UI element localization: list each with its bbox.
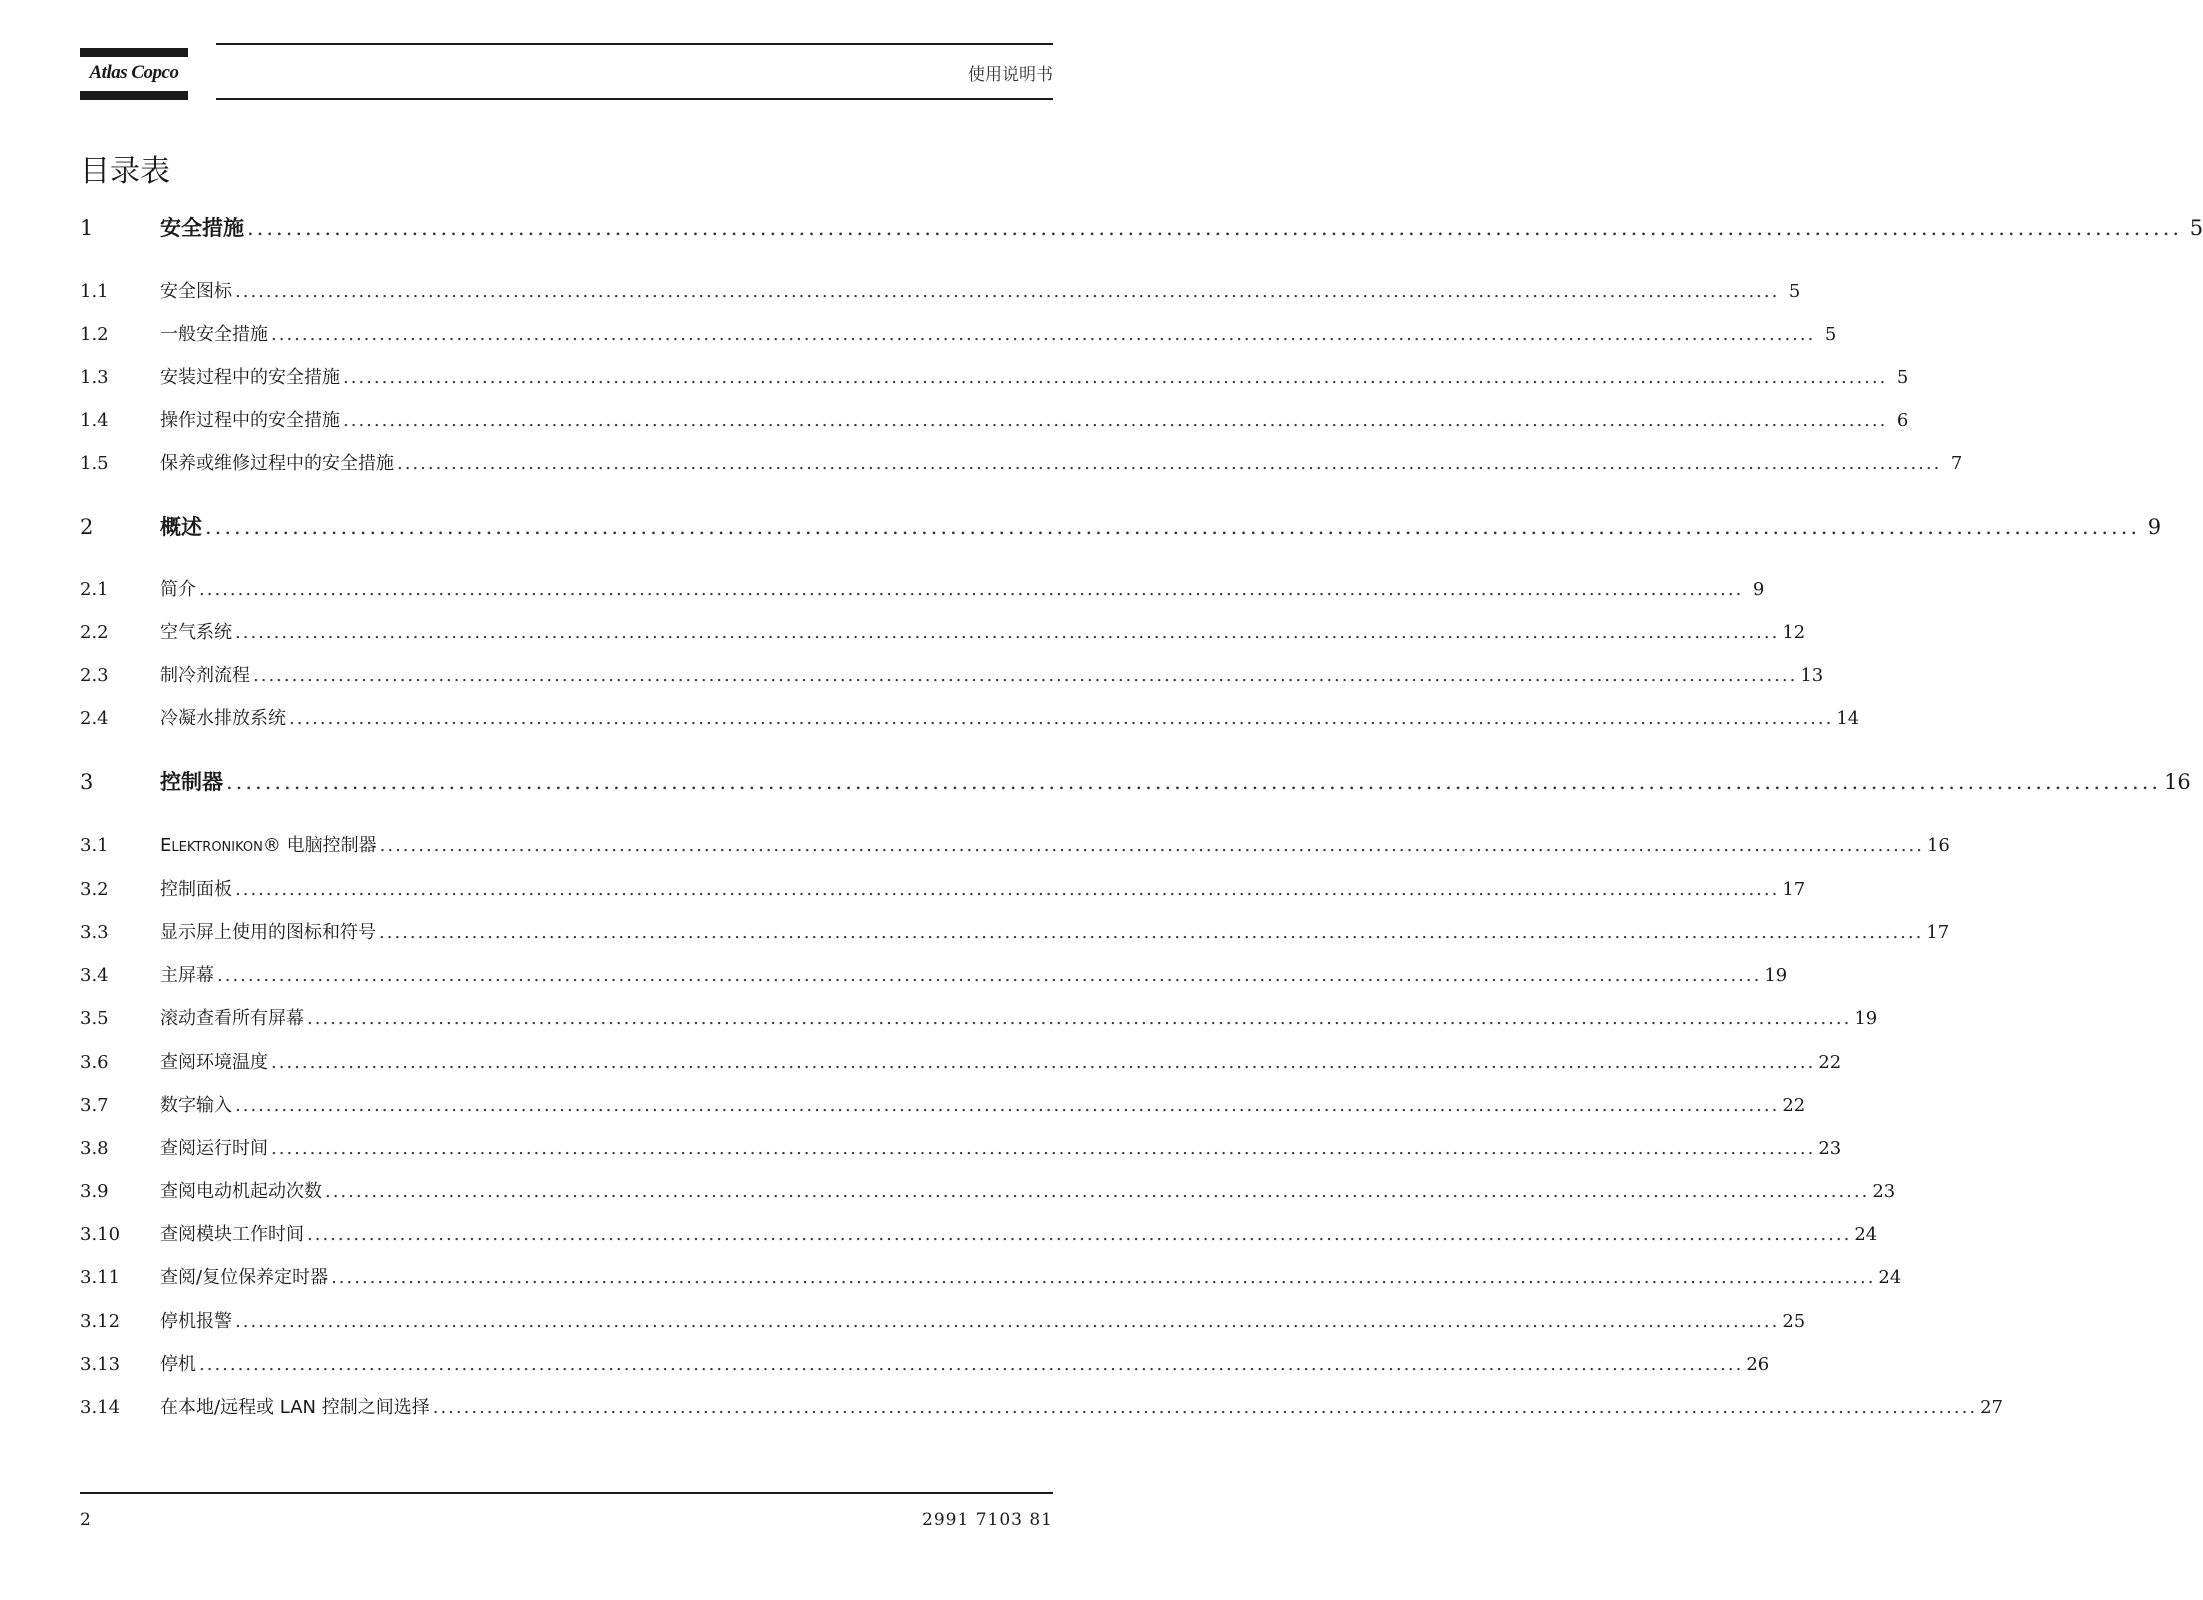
toc-dot-leader: ........................................................................................................................................................................................................ xyxy=(247,216,2183,240)
toc-section-row[interactable] xyxy=(80,1049,1842,1077)
toc-dot-leader: ........................................................................................................................................................................................................ xyxy=(235,622,1780,643)
toc-entry-number: 2.2 xyxy=(80,622,109,643)
toc-entry-page: 23 xyxy=(1818,1138,1842,1159)
page-title: 目录表 xyxy=(80,154,170,189)
toc-entry-title: 简介 xyxy=(160,579,196,600)
toc-entry-page: 27 xyxy=(1980,1397,2003,1418)
toc-entry-title: 查阅模块工作时间 xyxy=(160,1224,304,1245)
toc-entry-page: 7 xyxy=(1950,453,1963,474)
logo-wordmark: Atlas Copco xyxy=(89,62,179,83)
header-rule-top xyxy=(216,43,1053,45)
toc-entry-title: Elektronikon® 电脑控制器 xyxy=(160,835,377,856)
toc-entry-title: 一般安全措施 xyxy=(160,324,268,345)
toc-section-row[interactable] xyxy=(80,1135,1842,1163)
toc-entry-page: 12 xyxy=(1782,622,1806,643)
toc-dot-leader: ........................................................................................................................................................................................................ xyxy=(226,770,2162,794)
toc-section-row[interactable] xyxy=(80,576,1765,604)
toc-section-row[interactable] xyxy=(80,962,1788,990)
toc-entry-number: 3.5 xyxy=(80,1008,109,1029)
toc-entry-number: 3.8 xyxy=(80,1138,109,1159)
toc-dot-leader: ........................................................................................................................................................................................................ xyxy=(397,453,1942,474)
toc-entry-page: 5 xyxy=(1896,367,1909,388)
toc-entry-title: 保养或维修过程中的安全措施 xyxy=(160,453,394,474)
toc-dot-leader: ........................................................................................................................................................................................................ xyxy=(271,324,1816,345)
toc-dot-leader: ........................................................................................................................................................................................................ xyxy=(343,367,1888,388)
toc-entry-title: 停机 xyxy=(160,1354,196,1375)
toc-entry-number: 2 xyxy=(80,515,94,539)
toc-entry-title: 在本地/远程或 LAN 控制之间选择 xyxy=(160,1397,430,1418)
toc-entry-page: 9 xyxy=(1752,579,1765,600)
toc-section-row[interactable] xyxy=(80,1005,1878,1033)
toc-entry-title: 空气系统 xyxy=(160,622,232,643)
toc-entry-number: 3 xyxy=(80,770,94,794)
toc-section-row[interactable] xyxy=(80,1221,1878,1249)
toc-section-row[interactable] xyxy=(80,1178,1896,1206)
toc-chapter-row[interactable] xyxy=(80,768,2191,796)
toc-section-row[interactable] xyxy=(80,1351,1770,1379)
toc-dot-leader: ........................................................................................................................................................................................................ xyxy=(217,965,1762,986)
toc-entry-number: 1 xyxy=(80,216,94,240)
toc-entry-number: 2.4 xyxy=(80,708,109,729)
toc-dot-leader: ........................................................................................................................................................................................................ xyxy=(331,1267,1876,1288)
toc-entry-title: 主屏幕 xyxy=(160,965,214,986)
logo-bar-top xyxy=(80,48,188,57)
toc-entry-title: 制冷剂流程 xyxy=(160,665,250,686)
footer-page-number: 2 xyxy=(80,1510,91,1530)
toc-section-row[interactable] xyxy=(80,662,1824,690)
toc-entry-title: 控制器 xyxy=(160,770,223,794)
toc-dot-leader: ........................................................................................................................................................................................................ xyxy=(199,579,1744,600)
toc-dot-leader: ........................................................................................................................................................................................................ xyxy=(379,922,1924,943)
toc-entry-title: 查阅电动机起动次数 xyxy=(160,1181,322,1202)
toc-entry-title: 安全措施 xyxy=(160,216,244,240)
toc-entry-number: 2.1 xyxy=(80,579,109,600)
toc-entry-title: 数字输入 xyxy=(160,1095,232,1116)
toc-entry-title: 停机报警 xyxy=(160,1311,232,1332)
toc-section-row[interactable] xyxy=(80,364,1909,392)
toc-dot-leader: ........................................................................................................................................................................................................ xyxy=(253,665,1798,686)
toc-entry-number: 3.2 xyxy=(80,879,109,900)
toc-entry-number: 3.12 xyxy=(80,1311,121,1332)
toc-dot-leader: ........................................................................................................................................................................................................ xyxy=(235,879,1780,900)
toc-entry-number: 1.2 xyxy=(80,324,109,345)
toc-entry-title: 控制面板 xyxy=(160,879,232,900)
toc-entry-number: 1.3 xyxy=(80,367,109,388)
toc-entry-title: 操作过程中的安全措施 xyxy=(160,410,340,431)
toc-section-row[interactable] xyxy=(80,705,1860,733)
toc-entry-number: 1.5 xyxy=(80,453,109,474)
toc-entry-title: 安全图标 xyxy=(160,281,232,302)
header-rule-bottom xyxy=(216,98,1053,100)
toc-entry-number: 3.10 xyxy=(80,1224,121,1245)
toc-section-row[interactable] xyxy=(80,832,1950,860)
toc-entry-number: 3.6 xyxy=(80,1052,109,1073)
toc-dot-leader: ........................................................................................................................................................................................................ xyxy=(307,1008,1852,1029)
toc-entry-page: 5 xyxy=(2189,216,2203,240)
logo-bar-bottom xyxy=(80,91,188,100)
toc-entry-page: 16 xyxy=(1926,835,1950,856)
toc-dot-leader: ........................................................................................................................................................................................................ xyxy=(325,1181,1870,1202)
toc-section-row[interactable] xyxy=(80,450,1963,478)
toc-entry-page: 17 xyxy=(1926,922,1950,943)
toc-entry-page: 19 xyxy=(1854,1008,1878,1029)
toc-entry-title: 显示屏上使用的图标和符号 xyxy=(160,922,376,943)
toc-chapter-row[interactable] xyxy=(80,214,2203,242)
toc-dot-leader: ........................................................................................................................................................................................................ xyxy=(307,1224,1852,1245)
header-doc-type: 使用说明书 xyxy=(968,65,1053,85)
toc-entry-page: 9 xyxy=(2147,515,2162,539)
toc-entry-number: 3.4 xyxy=(80,965,109,986)
toc-section-row[interactable] xyxy=(80,1264,1902,1292)
toc-entry-page: 25 xyxy=(1782,1311,1806,1332)
footer-doc-number: 2991 7103 81 xyxy=(922,1510,1053,1530)
toc-entry-title: 概述 xyxy=(160,515,202,539)
toc-entry-page: 19 xyxy=(1764,965,1788,986)
toc-entry-number: 3.3 xyxy=(80,922,109,943)
toc-entry-page: 13 xyxy=(1800,665,1824,686)
toc-dot-leader: ........................................................................................................................................................................................................ xyxy=(271,1052,1816,1073)
toc-section-row[interactable] xyxy=(80,321,1837,349)
toc-entry-title: 查阅环境温度 xyxy=(160,1052,268,1073)
toc-entry-number: 3.11 xyxy=(80,1267,121,1288)
toc-entry-page: 5 xyxy=(1788,281,1801,302)
toc-entry-page: 22 xyxy=(1782,1095,1806,1116)
toc-entry-title: 查阅/复位保养定时器 xyxy=(160,1267,329,1288)
toc-section-row[interactable] xyxy=(80,919,1950,947)
toc-entry-page: 6 xyxy=(1896,410,1909,431)
toc-entry-number: 1.4 xyxy=(80,410,109,431)
toc-entry-page: 24 xyxy=(1854,1224,1878,1245)
toc-section-row[interactable] xyxy=(80,278,1801,306)
toc-entry-number: 1.1 xyxy=(80,281,109,302)
toc-entry-title: 安装过程中的安全措施 xyxy=(160,367,340,388)
toc-section-row[interactable] xyxy=(80,876,1806,904)
toc-entry-number: 2.3 xyxy=(80,665,109,686)
toc-entry-page: 26 xyxy=(1746,1354,1770,1375)
toc-entry-title: 冷凝水排放系统 xyxy=(160,708,286,729)
toc-entry-page: 23 xyxy=(1872,1181,1896,1202)
toc-section-row[interactable] xyxy=(80,1394,2003,1422)
toc-entry-number: 3.14 xyxy=(80,1397,121,1418)
toc-entry-number: 3.13 xyxy=(80,1354,121,1375)
toc-dot-leader: ........................................................................................................................................................................................................ xyxy=(343,410,1888,431)
toc-entry-title: 滚动查看所有屏幕 xyxy=(160,1008,304,1029)
toc-dot-leader: ........................................................................................................................................................................................................ xyxy=(235,1311,1780,1332)
toc-dot-leader: ........................................................................................................................................................................................................ xyxy=(432,1397,1978,1418)
toc-entry-number: 3.9 xyxy=(80,1181,109,1202)
toc-entry-number: 3.1 xyxy=(80,835,109,856)
atlas-copco-logo xyxy=(80,48,188,100)
toc-dot-leader: ........................................................................................................................................................................................................ xyxy=(199,1354,1744,1375)
toc-entry-page: 5 xyxy=(1824,324,1837,345)
toc-entry-page: 14 xyxy=(1836,708,1860,729)
toc-section-row[interactable] xyxy=(80,1092,1806,1120)
toc-dot-leader: ........................................................................................................................................................................................................ xyxy=(379,835,1924,856)
toc-dot-leader: ........................................................................................................................................................................................................ xyxy=(289,708,1834,729)
toc-dot-leader: ........................................................................................................................................................................................................ xyxy=(271,1138,1816,1159)
toc-dot-leader: ........................................................................................................................................................................................................ xyxy=(235,281,1780,302)
toc-entry-page: 24 xyxy=(1878,1267,1902,1288)
toc-section-row[interactable] xyxy=(80,407,1909,435)
toc-dot-leader: ........................................................................................................................................................................................................ xyxy=(235,1095,1780,1116)
toc-entry-page: 22 xyxy=(1818,1052,1842,1073)
footer-rule xyxy=(80,1492,1053,1494)
toc-entry-title: 查阅运行时间 xyxy=(160,1138,268,1159)
toc-dot-leader: ........................................................................................................................................................................................................ xyxy=(205,515,2141,539)
toc-chapter-row[interactable] xyxy=(80,513,2162,541)
toc-entry-page: 16 xyxy=(2164,770,2191,794)
toc-section-row[interactable] xyxy=(80,619,1806,647)
toc-section-row[interactable] xyxy=(80,1308,1806,1336)
toc-entry-page: 17 xyxy=(1782,879,1806,900)
toc-entry-number: 3.7 xyxy=(80,1095,109,1116)
